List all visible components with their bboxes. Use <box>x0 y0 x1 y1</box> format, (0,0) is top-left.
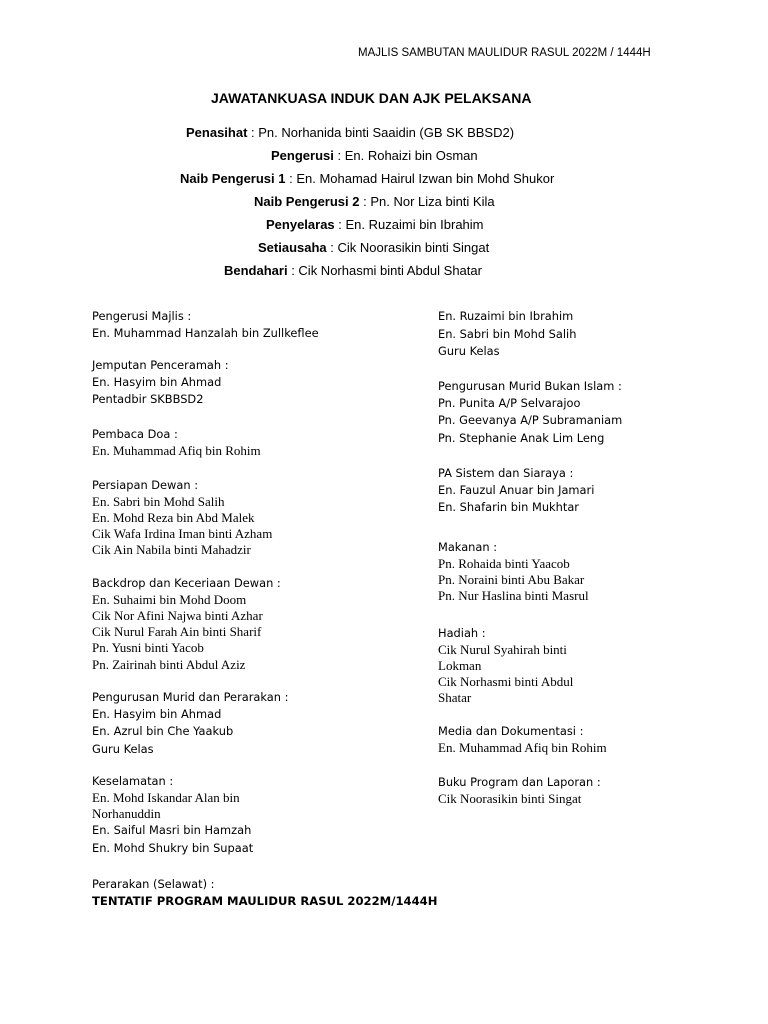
member-name: Cik Norhasmi binti Abdul <box>438 674 574 690</box>
section-heading: Pengurusan Murid dan Perarakan : <box>92 690 289 704</box>
section-heading: Buku Program dan Laporan : <box>438 775 601 789</box>
member-name: Pn. Geevanya A/P Subramaniam <box>438 413 623 427</box>
member-name: Cik Nor Afini Najwa binti Azhar <box>92 607 263 623</box>
member-name: Cik Noorasikin binti Singat <box>438 790 582 806</box>
member-name: Shatar <box>438 690 472 706</box>
section-heading: Media dan Dokumentasi : <box>438 724 584 738</box>
member-name: Cik Ain Nabila binti Mahadzir <box>92 542 251 558</box>
member-name: Norhanuddin <box>92 805 161 821</box>
section-hadiah <box>438 625 573 707</box>
member-name: En. Mohd Iskandar Alan bin <box>92 789 240 805</box>
member-name: Guru Kelas <box>92 741 154 756</box>
member-name: Pn. Yusni binti Yacob <box>92 640 204 656</box>
member-name: En. Fauzul Anuar bin Jamari <box>438 482 595 497</box>
member-name: Pn. Stephanie Anak Lim Leng <box>438 430 605 445</box>
section-heading: Perarakan (Selawat) : <box>92 877 215 891</box>
member-name: Pn. Nur Haslina binti Masrul <box>438 588 589 604</box>
section-pembaca-doa <box>92 426 261 459</box>
section-buku-program <box>438 774 601 807</box>
officer-name: : Cik Norhasmi binti Abdul Shatar <box>287 263 482 278</box>
officer-penyelaras <box>266 217 484 232</box>
section-persiapan-dewan <box>92 477 272 559</box>
member-name: En. Saiful Masri bin Hamzah <box>92 823 252 838</box>
officer-name: : En. Ruzaimi bin Ibrahim <box>334 217 484 232</box>
member-name: Pn. Zairinah binti Abdul Aziz <box>92 656 246 672</box>
section-heading: PA Sistem dan Siaraya : <box>438 466 574 480</box>
officer-role: Penyelaras <box>266 217 335 232</box>
section-makanan <box>438 539 589 604</box>
section-pengerusi-majlis <box>92 308 319 342</box>
member-name: Cik Wafa Irdina Iman binti Azham <box>92 526 273 542</box>
officer-pengerusi <box>271 148 478 163</box>
member-name: Pn. Noraini binti Abu Bakar <box>438 571 585 587</box>
section-murid-perarakan <box>92 689 288 758</box>
officer-role: Bendahari <box>224 263 288 278</box>
page-title: JAWATANKUASA INDUK DAN AJK PELAKSANA <box>211 90 532 106</box>
section-heading: Persiapan Dewan : <box>92 478 199 492</box>
section-heading: Keselamatan : <box>92 774 174 788</box>
officer-setiausaha <box>258 240 489 255</box>
officer-naib-2 <box>254 194 495 209</box>
member-name: En. Muhammad Hanzalah bin Zullkeflee <box>92 325 319 340</box>
section-jemputan-penceramah <box>92 357 229 409</box>
section-perarakan-selawat <box>92 876 215 893</box>
member-name: Pn. Punita A/P Selvarajoo <box>438 395 581 410</box>
member-name: En. Sabri bin Mohd Salih <box>92 493 225 509</box>
officer-name: : En. Rohaizi bin Osman <box>333 148 478 163</box>
officer-name: : Pn. Nor Liza binti Kila <box>359 194 495 209</box>
section-heading: Hadiah : <box>438 626 486 640</box>
member-name: En. Muhammad Afiq bin Rohim <box>92 443 261 458</box>
section-heading: Makanan : <box>438 540 498 554</box>
member-name: En. Mohd Shukry bin Supaat <box>92 840 254 855</box>
officer-naib-1 <box>180 171 554 186</box>
section-murid-bukan-islam <box>438 378 622 447</box>
officer-role: Setiausaha <box>258 240 327 255</box>
member-name: En. Sabri bin Mohd Salih <box>438 326 577 341</box>
document-header: MAJLIS SAMBUTAN MAULIDUR RASUL 2022M / 1444H <box>358 47 651 59</box>
section-heading: Pembaca Doa : <box>92 427 178 441</box>
officer-bendahari <box>224 263 482 278</box>
section-heading: Pengerusi Majlis : <box>92 309 192 323</box>
member-name: En. Muhammad Afiq bin Rohim <box>438 739 607 755</box>
section-heading: Backdrop dan Keceriaan Dewan : <box>92 576 281 590</box>
officer-role: Penasihat <box>186 125 248 140</box>
member-name: En. Shafarin bin Mukhtar <box>438 500 579 514</box>
member-name: En. Hasyim bin Ahmad <box>92 706 222 721</box>
member-name: Pentadbir SKBBSD2 <box>92 392 204 406</box>
section-heading: Jemputan Penceramah : <box>92 358 229 372</box>
officer-role: Pengerusi <box>271 148 334 163</box>
member-name: Lokman <box>438 657 482 673</box>
officer-role: Naib Pengerusi 1 <box>180 171 286 186</box>
member-name: En. Azrul bin Che Yaakub <box>92 724 234 738</box>
member-name: Pn. Rohaida binti Yaacob <box>438 555 570 571</box>
officer-role: Naib Pengerusi 2 <box>254 194 360 209</box>
member-name: Cik Nurul Farah Ain binti Sharif <box>92 624 262 640</box>
member-name: En. Hasyim bin Ahmad <box>92 374 222 389</box>
officer-name: : Cik Noorasikin binti Singat <box>326 240 490 255</box>
member-name: En. Ruzaimi bin Ibrahim <box>438 309 574 323</box>
section-keselamatan <box>92 773 253 857</box>
member-name: Cik Nurul Syahirah binti <box>438 641 567 657</box>
member-name: Guru Kelas <box>438 344 500 358</box>
member-name: En. Suhaimi bin Mohd Doom <box>92 591 247 607</box>
section-pa-sistem <box>438 465 594 517</box>
member-name: En. Mohd Reza bin Abd Malek <box>92 509 255 525</box>
officer-name: : Pn. Norhanida binti Saaidin (GB SK BBSD2) <box>247 125 515 140</box>
section-perarakan-continued <box>438 308 576 361</box>
tentatif-heading: TENTATIF PROGRAM MAULIDUR RASUL 2022M/1444H <box>92 894 438 908</box>
section-media <box>438 723 607 756</box>
section-backdrop <box>92 575 281 673</box>
officer-penasihat <box>186 125 514 140</box>
section-heading: Pengurusan Murid Bukan Islam : <box>438 379 622 393</box>
officer-name: : En. Mohamad Hairul Izwan bin Mohd Shukor <box>285 171 555 186</box>
